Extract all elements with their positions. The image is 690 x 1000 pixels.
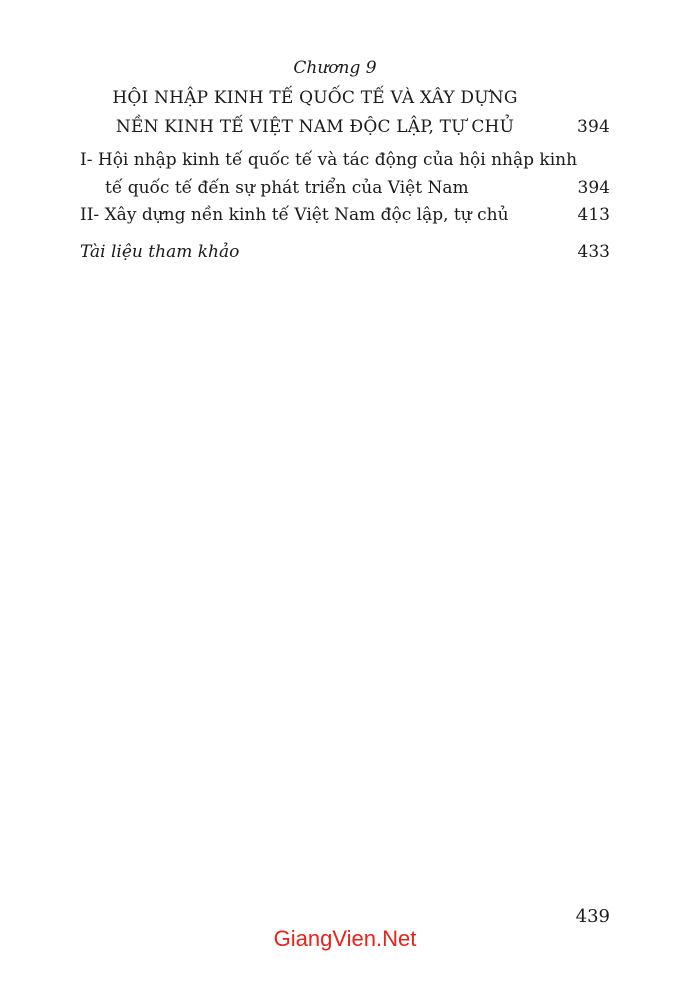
toc-entry-references bbox=[80, 242, 610, 270]
toc-entry-section-1 bbox=[80, 150, 610, 206]
toc-entry-page-number: 413 bbox=[577, 205, 610, 225]
chapter-title-text: NỀN KINH TẾ VIỆT NAM ĐỘC LẬP, TỰ CHỦ bbox=[115, 117, 515, 137]
watermark: GiangVien.Net bbox=[273, 926, 417, 951]
toc-entry-text: Tài liệu tham khảo bbox=[80, 242, 240, 262]
toc-entry-section-2 bbox=[80, 205, 610, 233]
chapter-title-text: HỘI NHẬP KINH TẾ QUỐC TẾ VÀ XÂY DỰNG bbox=[112, 88, 518, 108]
toc-entry-page-number: 394 bbox=[577, 178, 610, 198]
chapter-label: Chương 9 bbox=[293, 58, 377, 78]
toc-entry-text: tế quốc tế đến sự phát triển của Việt Nam bbox=[105, 178, 469, 198]
toc-entry-line bbox=[80, 178, 610, 206]
toc-entry-line bbox=[80, 205, 610, 233]
toc-entry-line bbox=[80, 150, 610, 178]
chapter-page-number: 394 bbox=[576, 117, 610, 137]
toc-entry-line bbox=[80, 242, 610, 270]
toc-entry-text: II- Xây dựng nền kinh tế Việt Nam độc lập, tự chủ bbox=[80, 205, 509, 225]
toc-entry-text: I- Hội nhập kinh tế quốc tế và tác động của hội nhập kinh bbox=[80, 150, 578, 170]
toc-entry-page-number: 433 bbox=[577, 242, 610, 262]
page-folio: 439 bbox=[575, 906, 610, 927]
